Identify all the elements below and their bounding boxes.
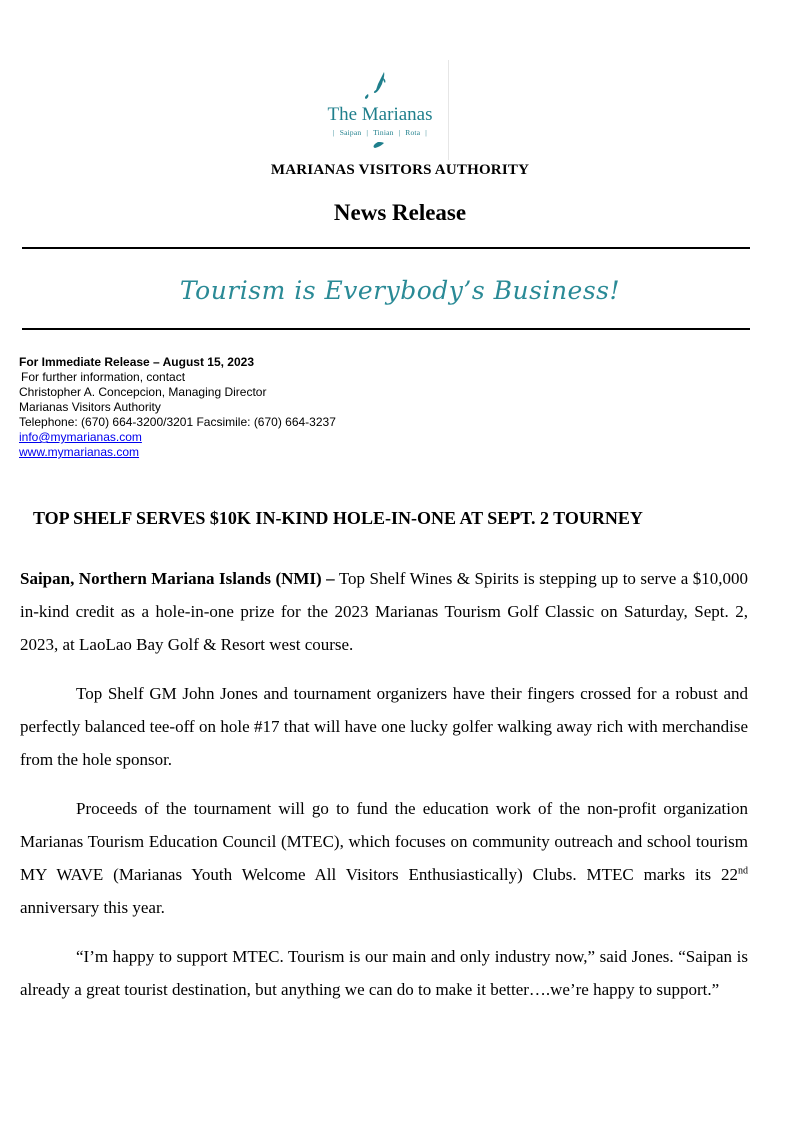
top-divider [22, 247, 750, 249]
contact-block [19, 355, 336, 460]
marianas-logo [312, 60, 449, 160]
info-line: For further information, contact [21, 370, 186, 384]
paragraph-3-text: Proceeds of the tournament will go to fund the education work of the non-profit organization Marianas Tourism Education Council (MTEC), which focuses on community outreach and school tourism MY WAVE (Marianas Youth Welcome All Visitors Enthusiastically) Clubs. MTEC marks its 22 [20, 799, 748, 884]
article-body [20, 562, 748, 1022]
paragraph-4: “I’m happy to support MTEC. Tourism is our main and only industry now,” said Jones. “Saipan is already a great tourist destination, but anything we can do to make it better….we’re happy to support.” [20, 947, 748, 999]
logo-island-rota: Rota [405, 128, 421, 137]
email-link[interactable]: info@mymarianas.com [19, 430, 142, 444]
paragraph-1-text: Top Shelf Wines & Spirits is stepping up to serve a $10,000 in-kind credit as a hole-in-one prize for the 2023 Marianas Tourism Golf Classic on Saturday, Sept. 2, 2023, at LaoLao Bay Golf & Resort west course. [20, 569, 748, 654]
article-headline: TOP SHELF SERVES $10K IN-KIND HOLE-IN-ONE AT SEPT. 2 TOURNEY [33, 508, 643, 528]
contact-name: Christopher A. Concepcion, Managing Director [19, 385, 267, 399]
contact-phone: Telephone: (670) 664-3200/3201 Facsimile: (670) 664-3237 [19, 415, 336, 429]
website-link[interactable]: www.mymarianas.com [19, 445, 140, 459]
logo-brand-text: The Marianas [327, 104, 433, 125]
tagline: Tourism is Everybody’s Business! [179, 276, 621, 305]
ordinal-suffix: nd [738, 865, 748, 877]
bottom-divider [22, 328, 750, 330]
contact-org: Marianas Visitors Authority [19, 400, 161, 414]
document-type: News Release [333, 200, 467, 225]
release-line: For Immediate Release – August 15, 2023 [19, 355, 254, 369]
organization-name: MARIANAS VISITORS AUTHORITY [270, 162, 530, 178]
logo-island-tinian: Tinian [373, 128, 394, 137]
paragraph-1 [20, 562, 748, 661]
paragraph-2: Top Shelf GM John Jones and tournament organizers have their fingers crossed for a robust and perfectly balanced tee-off on hole #17 that will have one lucky golfer walking away rich with merchandise from the hole sponsor. [20, 684, 748, 769]
logo-island-saipan: Saipan [339, 128, 362, 137]
paragraph-3-end: anniversary this year. [20, 898, 165, 917]
logo-islands: | Saipan | Tinian | Rota | [333, 128, 427, 137]
dateline: Saipan, Northern Mariana Islands (NMI) – [20, 569, 335, 588]
paragraph-3 [20, 792, 748, 924]
